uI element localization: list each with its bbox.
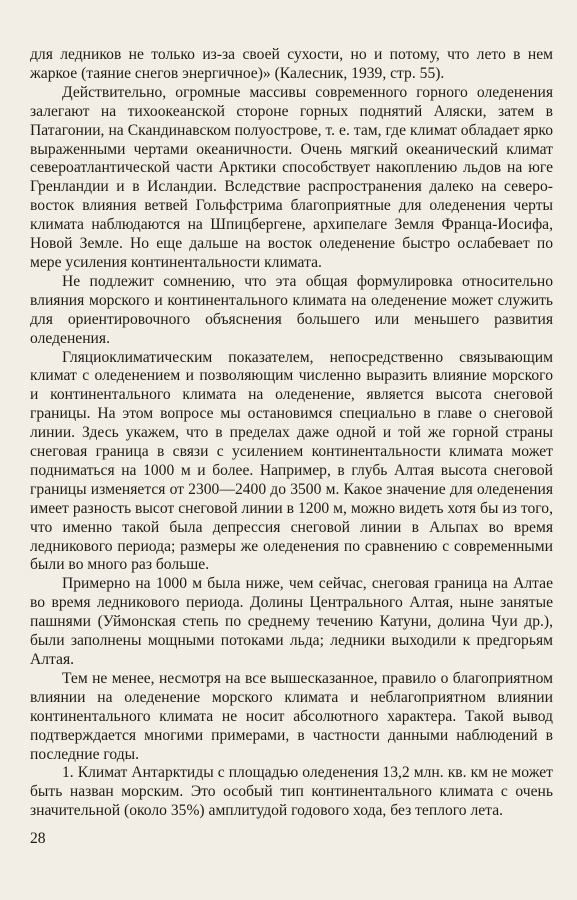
paragraph-rule-exceptions: Тем не менее, несмотря на все вышесказанное, правило о благоприятном влиянии на оледенение морского климата и неблагоприятном влиянии континентального климата не носит абсолютного характера. Такой вывод подтверждается многими примерами, в частности данными наблюдений в последние годы. (30, 669, 553, 763)
paragraph-continuation: для ледников не только из-за своей сухости, но и потому, что лето в нем жаркое (таяние снегов энергичное)» (Калесник, 1939, стр. 55). (30, 46, 553, 82)
paragraph-snow-line-indicator: Гляциоклиматическим показателем, непосредственно связывающим климат с оледенением и позволяющим численно выразить влияние морского и континентального климата на оледенение, является высота снеговой границы. На этом вопросе мы остановимся специально в главе о снеговой линии. Здесь укажем, что в пределах даже одной и той же горной страны снеговая граница в связи с усилением континентальности климата может подниматься на 1000 м и более. Например, в глубь Алтая высота снеговой границы изменяется от 2300—2400 до 3500 м. Какое значение для оледенения имеет разность высот снеговой линии в 1200 м, можно видеть хотя бы из того, что именно такой была депрессия снеговой линии в Альпах во время ледникового периода; размеры же оледенения по сравнению с современными были во много раз больше. (30, 348, 553, 574)
paragraph-altai-glaciation: Примерно на 1000 м была ниже, чем сейчас, снеговая граница на Алтае во время ледникового периода. Долины Центрального Алтая, ныне занятые пашнями (Уймонская степь по среднему течению Катуни, долина Чуи др.), были заполнены мощными потоками льда; ледники выходили к предгорьям Алтая. (30, 575, 553, 668)
page-number: 28 (30, 830, 46, 847)
body-text (30, 46, 553, 821)
paragraph-antarctica-climate: 1. Климат Антарктиды с площадью оледенения 13,2 млн. кв. км не может быть назван морским. Это особый тип континентального климата с очень значительной (около 35%) амплитудой годового хода, без теплого лета. (30, 764, 553, 820)
paragraph-glaciation-regions: Действительно, огромные массивы современного горного оледенения залегают на тихоокеанской стороне горных поднятий Аляски, затем в Патагонии, на Скандинавском полуострове, т. е. там, где климат обладает ярко выраженными чертами океаничности. Очень мягкий океанический климат североатлантической части Арктики способствует накоплению льдов на юге Гренландии и в Исландии. Вследствие распространения далеко на северо-восток влияния ветвей Гольфстрима благоприятные для оледенения черты климата наблюдаются на Шпицбергене, архипелаге Земля Франца-Иосифа, Новой Земле. Но еще дальше на восток оледенение быстро ослабевает по мере усиления континентальности климата. (30, 83, 553, 271)
paragraph-general-formulation: Не подлежит сомнению, что эта общая формулировка относительно влияния морского и континентального климата на оледенение может служить для ориентировочного объяснения большего или меньшего развития оледенения. (30, 272, 553, 347)
